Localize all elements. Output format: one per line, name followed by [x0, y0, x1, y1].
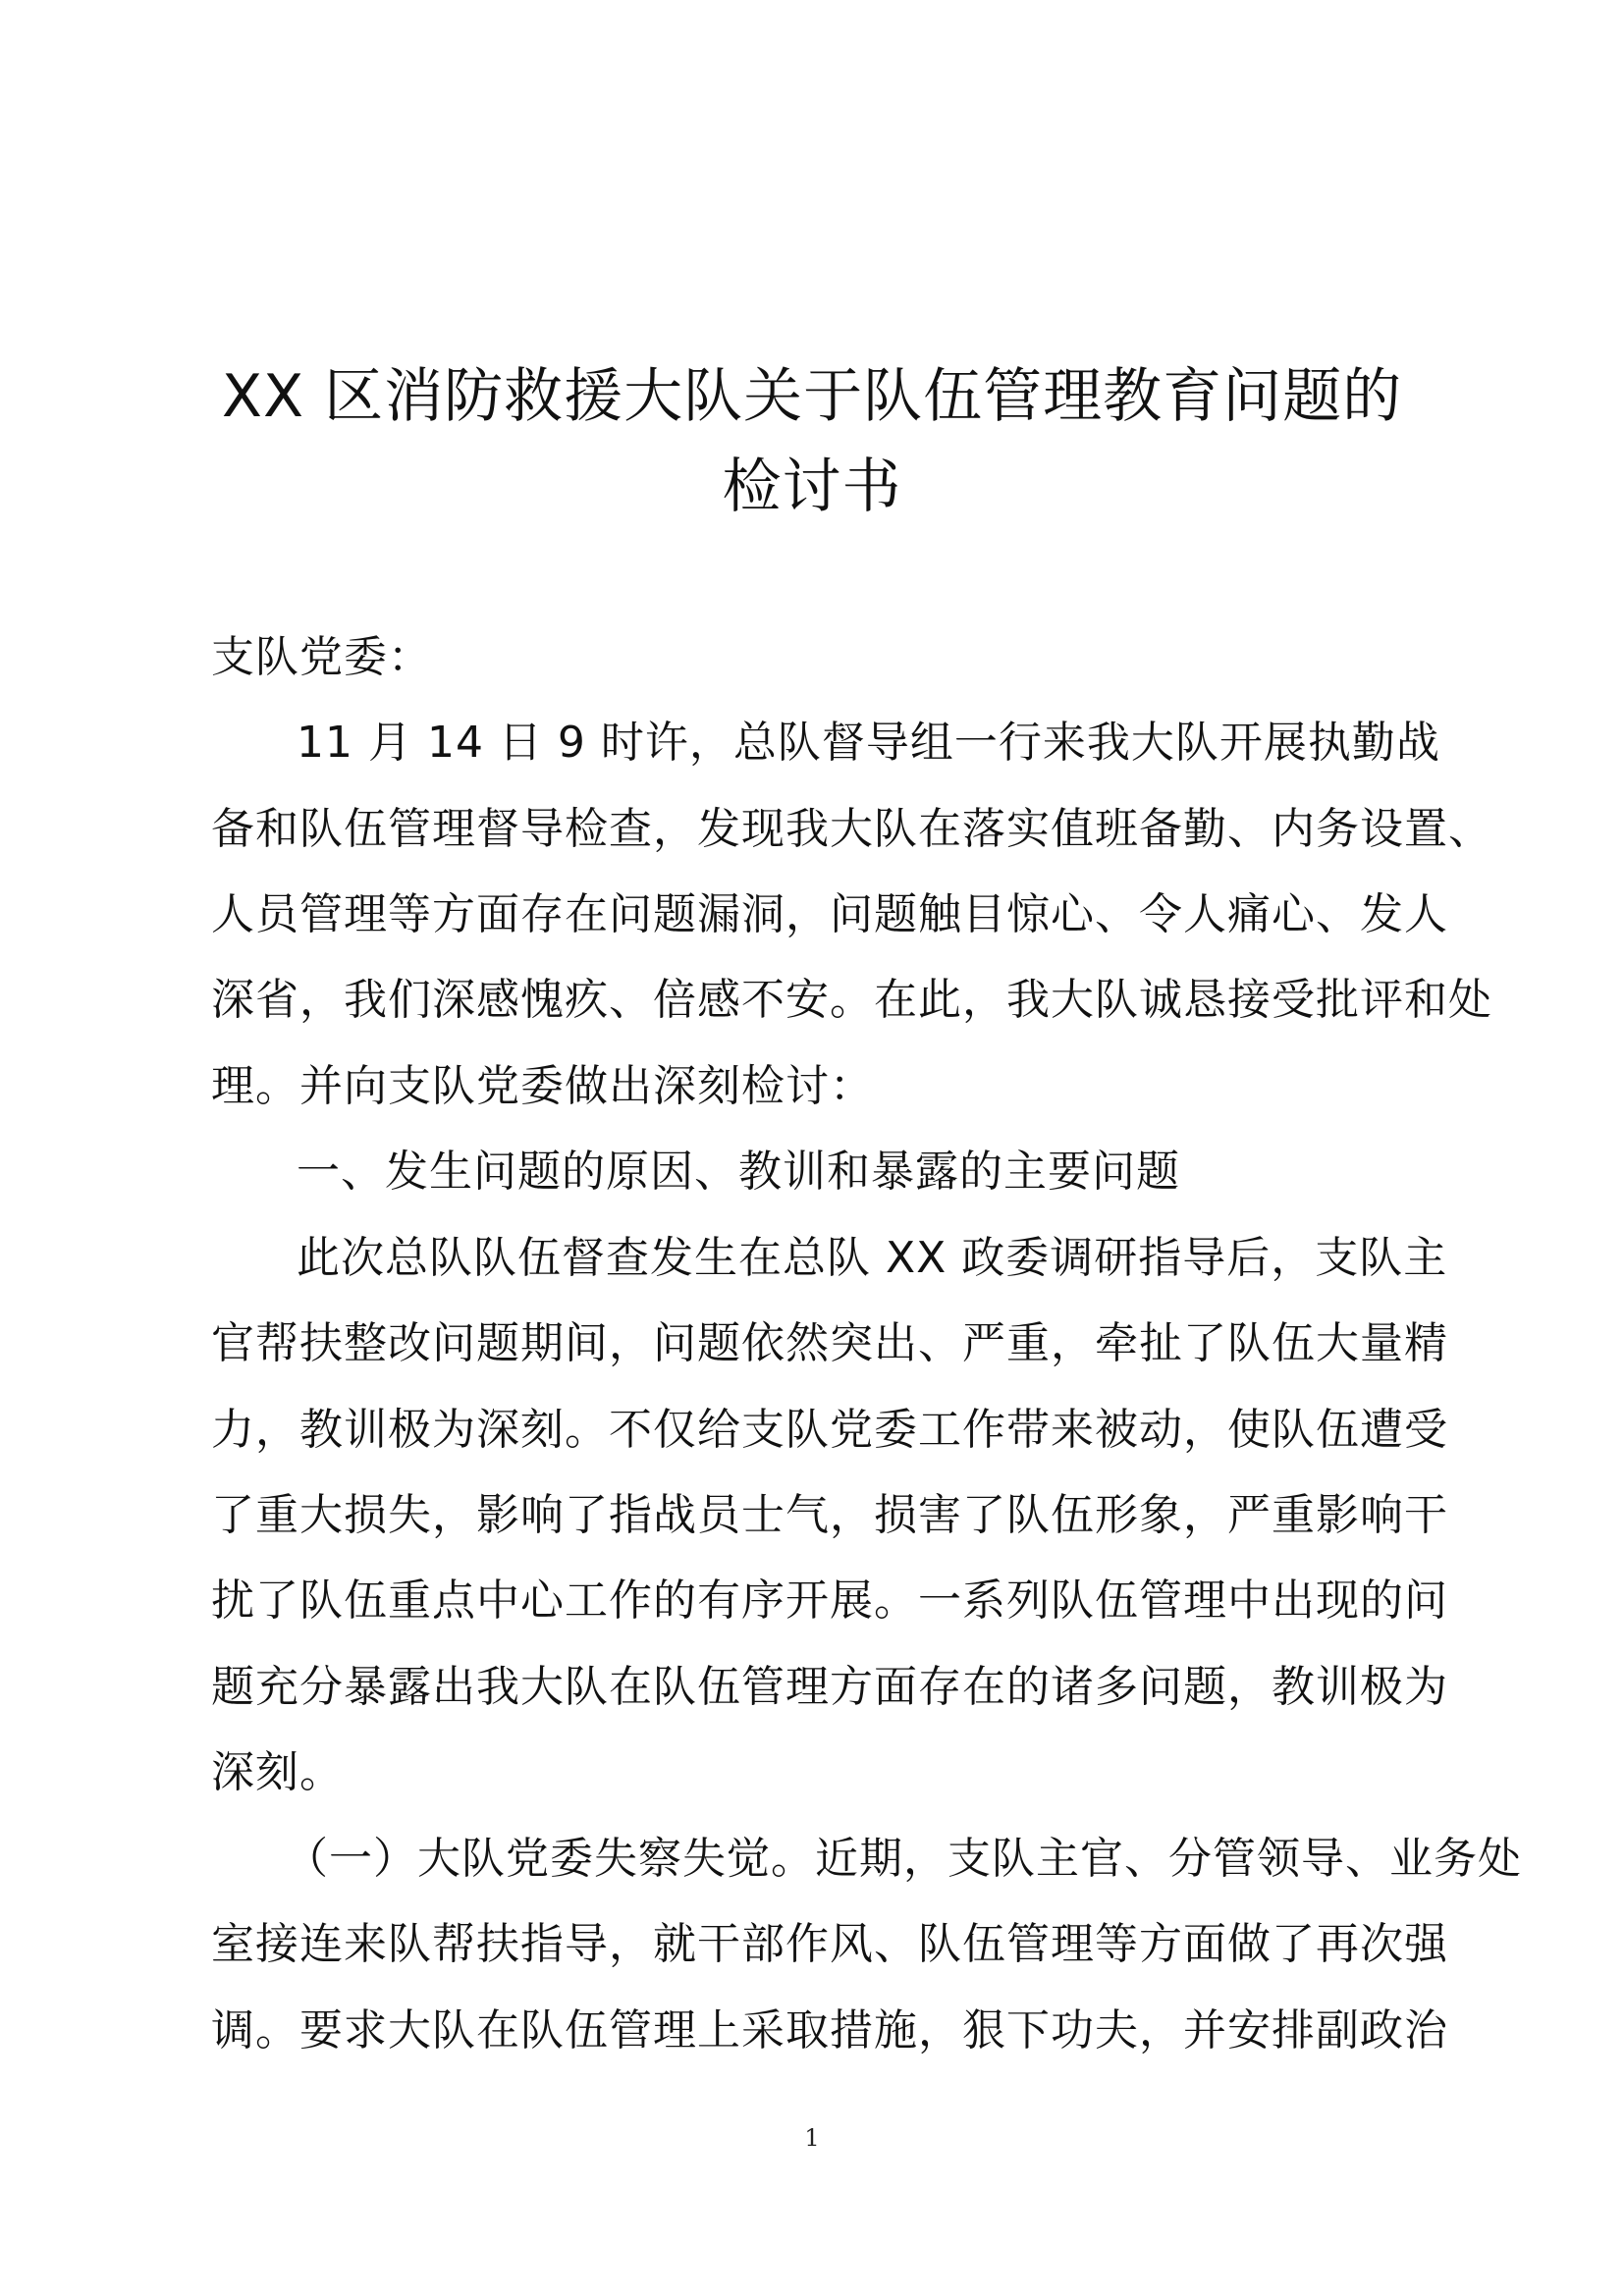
- body-line: 人员管理等方面存在问题漏洞，问题触目惊心、令人痛心、发人: [211, 889, 1448, 939]
- body-line: 室接连来队帮扶指导，就干部作风、队伍管理等方面做了再次强: [211, 1919, 1448, 1969]
- body-line: 官帮扶整改问题期间，问题依然突出、严重，牵扯了队伍大量精: [211, 1318, 1448, 1368]
- salutation: 支队党委：: [211, 632, 432, 682]
- body-line: 深省，我们深感愧疚、倍感不安。在此，我大队诚恳接受批评和处: [211, 975, 1492, 1025]
- body-line: 理。并向支队党委做出深刻检讨：: [211, 1061, 874, 1111]
- document-title-line-2: 检讨书: [722, 453, 902, 521]
- page-number: 1: [804, 2124, 820, 2152]
- body-line: 此次总队队伍督查发生在总队 XX 政委调研指导后，支队主: [297, 1233, 1448, 1283]
- body-line: 备和队伍管理督导检查，发现我大队在落实值班备勤、内务设置、: [211, 804, 1492, 854]
- body-line: 力，教训极为深刻。不仅给支队党委工作带来被动，使队伍遭受: [211, 1405, 1448, 1455]
- body-line: 题充分暴露出我大队在队伍管理方面存在的诸多问题，教训极为: [211, 1662, 1448, 1712]
- body-line: 扰了队伍重点中心工作的有序开展。一系列队伍管理中出现的问: [211, 1575, 1448, 1626]
- body-line: 深刻。: [211, 1747, 344, 1797]
- body-line: 了重大损失，影响了指战员士气，损害了队伍形象，严重影响干: [211, 1490, 1448, 1540]
- subsection-line: （一）大队党委失察失觉。近期，支队主官、分管领导、业务处: [285, 1834, 1522, 1884]
- section-heading: 一、发生问题的原因、教训和暴露的主要问题: [297, 1147, 1180, 1197]
- body-line: 11 月 14 日 9 时许，总队督导组一行来我大队开展执勤战: [297, 718, 1440, 768]
- body-line: 调。要求大队在队伍管理上采取措施，狠下功夫，并安排副政治: [211, 2005, 1448, 2056]
- document-title-line-1: XX 区消防救援大队关于队伍管理教育问题的: [221, 362, 1403, 431]
